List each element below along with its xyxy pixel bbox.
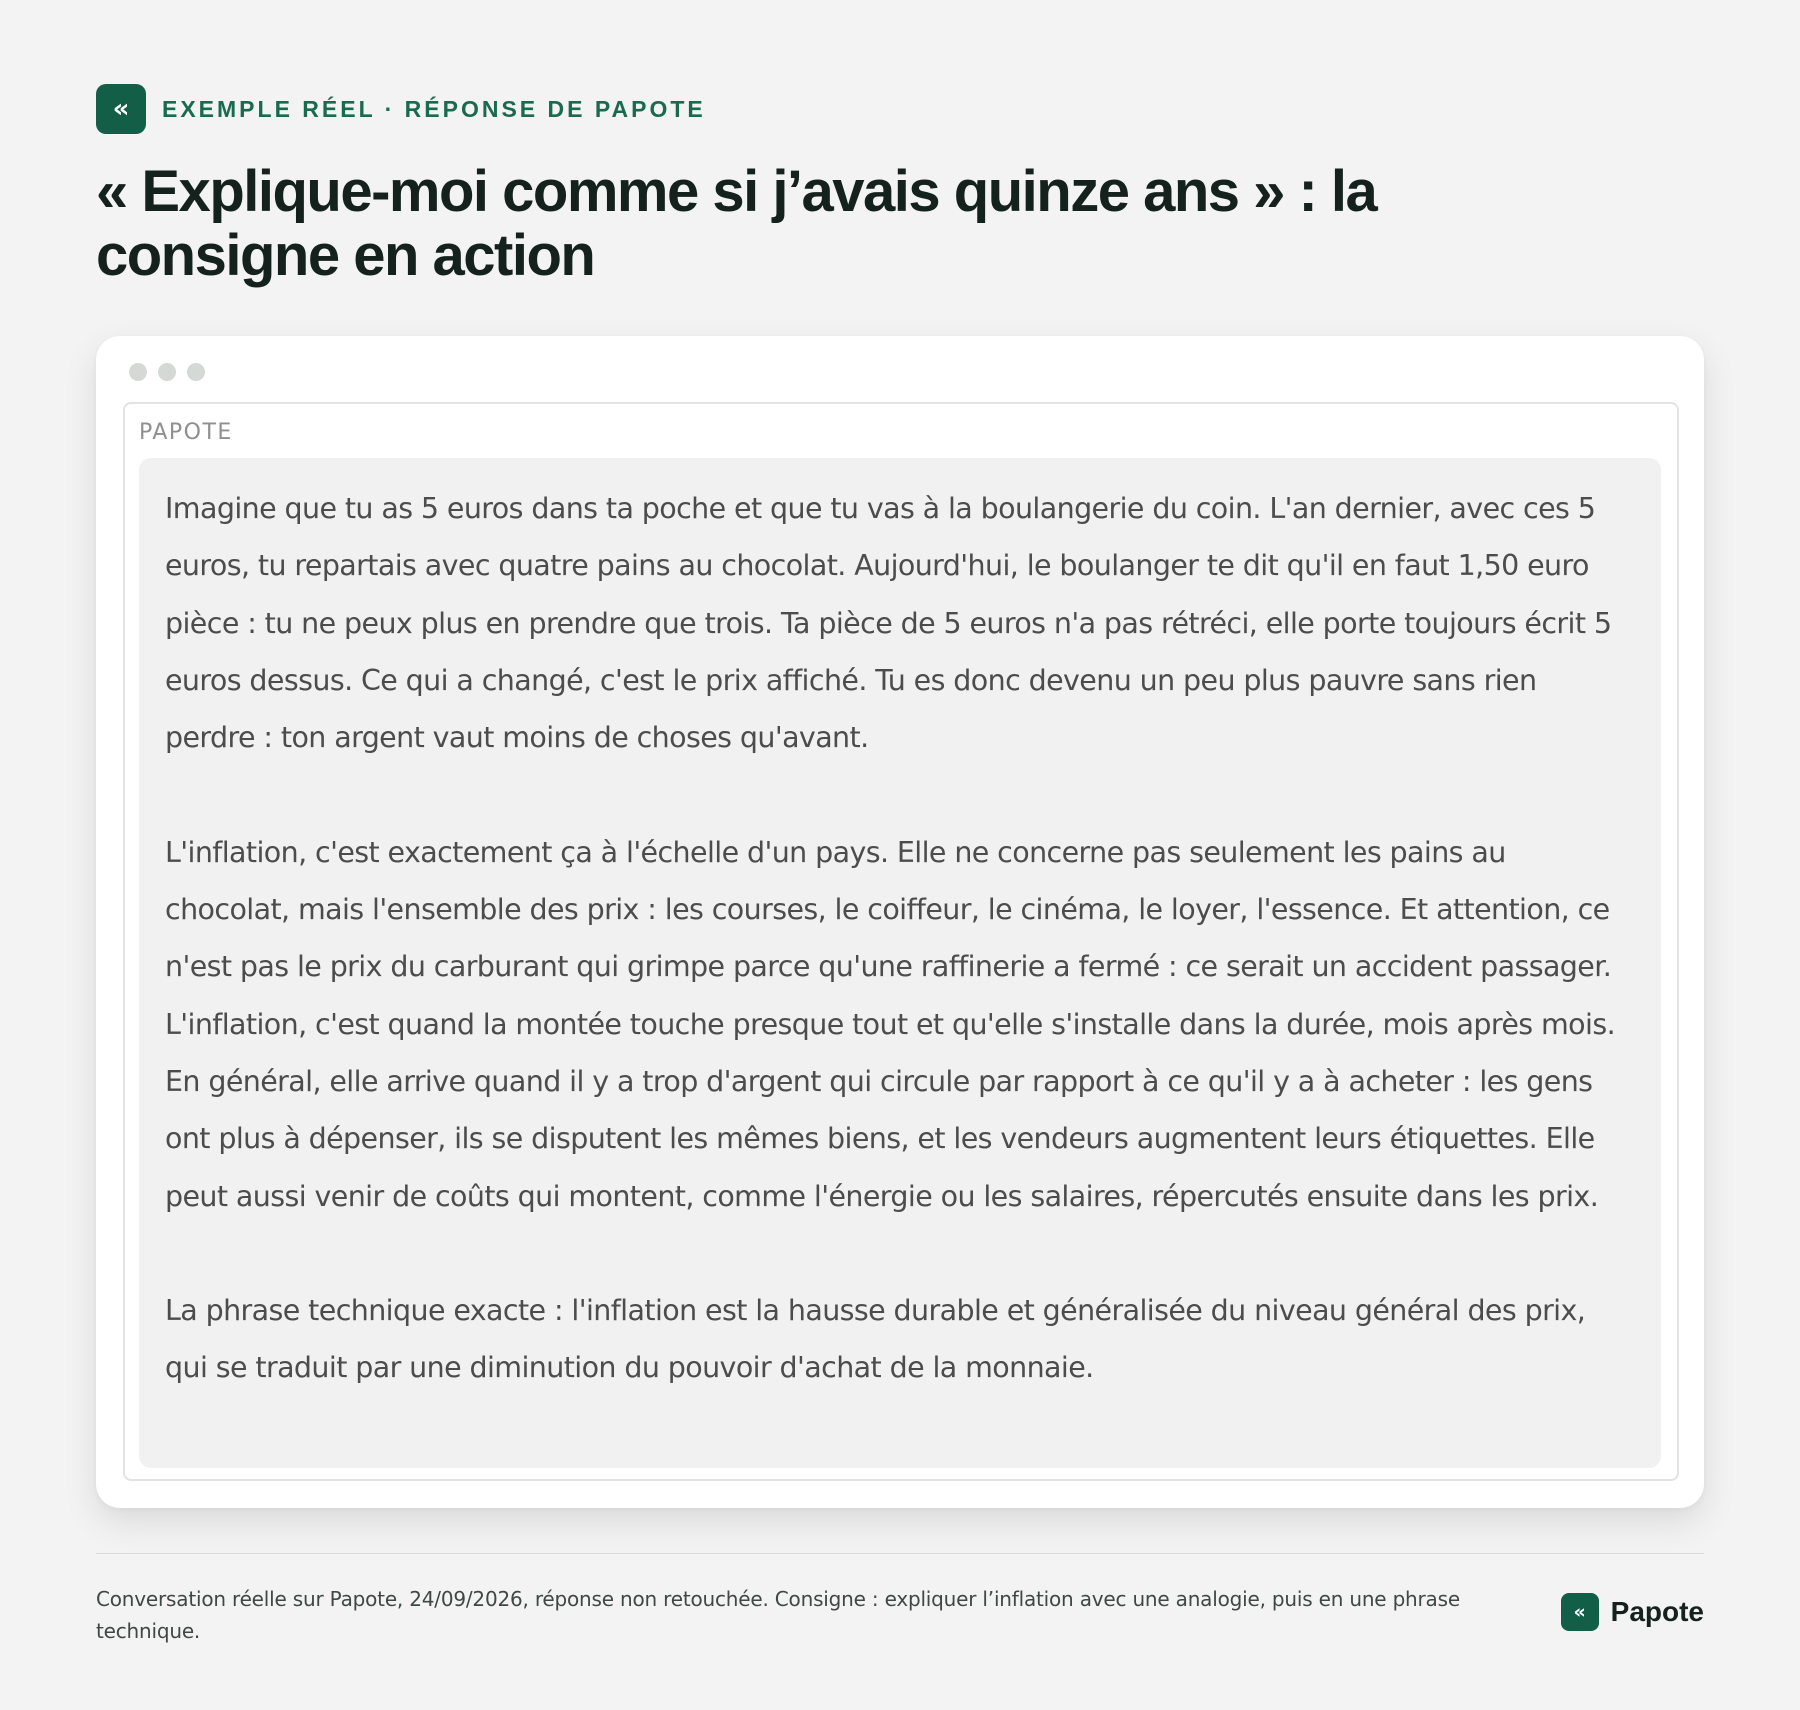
message-bubble xyxy=(139,458,1661,1468)
footer-divider xyxy=(96,1553,1704,1554)
message-paragraph: Imagine que tu as 5 euros dans ta poche et que tu vas à la boulangerie du coin. L'an dernier, avec ces 5 euros, tu repartais avec quatre pains au chocolat. Aujourd'hui, le boulanger te dit qu'il en faut 1,50 euro pièce : tu ne peux plus en prendre que trois. Ta pièce de 5 euros n'a pas rétréci, elle porte toujours écrit 5 euros dessus. Ce qui a changé, c'est le prix affiché. Tu es donc devenu un peu plus pauvre sans rien perdre : ton argent vaut moins de choses qu'avant. xyxy=(165,492,1612,755)
window-dot xyxy=(158,363,176,381)
sender-label: PAPOTE xyxy=(139,420,233,445)
page-title: « Explique-moi comme si j’avais quinze ans » : la consigne en action xyxy=(96,159,1377,288)
window-dot xyxy=(187,363,205,381)
message-paragraph: La phrase technique exacte : l'inflation est la hausse durable et généralisée du niveau général des prix, qui se traduit par une diminution du pouvoir d'achat de la monnaie. xyxy=(165,1294,1586,1385)
brand-name: Papote xyxy=(1610,1596,1704,1627)
message-frame xyxy=(123,402,1679,1481)
quote-icon: « xyxy=(1561,1593,1599,1631)
message-paragraph: L'inflation, c'est exactement ça à l'échelle d'un pays. Elle ne concerne pas seulement les pains au chocolat, mais l'ensemble des prix : les courses, le coiffeur, le cinéma, le loyer, l'essence. Et attention, ce n'est pas le prix du carburant qui grimpe parce qu'une raffinerie a fermé : ce serait un accident passager. L'inflation, c'est quand la montée touche presque tout et qu'elle s'installe dans la durée, mois après mois. En général, elle arrive quand il y a trop d'argent qui circule par rapport à ce qu'il y a à acheter : les gens ont plus à dépenser, ils se disputent les mêmes biens, et les vendeurs augmentent leurs étiquettes. Elle peut aussi venir de coûts qui montent, comme l'énergie ou les salaires, répercutés ensuite dans les prix. xyxy=(165,835,1616,1213)
eyebrow xyxy=(96,84,1704,134)
chat-window xyxy=(96,336,1704,1508)
brand-logo xyxy=(1561,1593,1704,1631)
footer-caption: Conversation réelle sur Papote, 24/09/2026, réponse non retouchée. Consigne : expliquer l’inflation avec une analogie, puis en une phrase technique. xyxy=(96,1587,1460,1643)
quote-icon: « xyxy=(96,84,146,134)
window-dot xyxy=(129,363,147,381)
window-dots-icon xyxy=(129,363,205,381)
page-header xyxy=(96,84,1704,1385)
eyebrow-label: EXEMPLE RÉEL · RÉPONSE DE PAPOTE xyxy=(162,95,706,122)
